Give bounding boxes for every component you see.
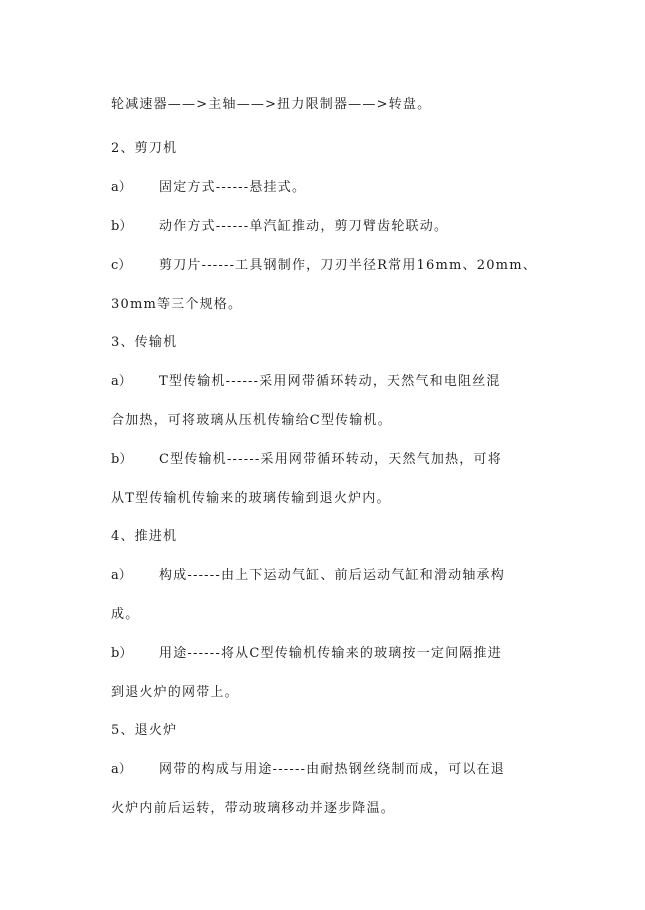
item-text: 动作方式------单汽缸推动，剪刀臂齿轮联动。	[159, 219, 449, 234]
text-line-continuation	[111, 296, 242, 314]
section-heading-5	[111, 722, 177, 740]
text-line-continuation	[111, 800, 395, 818]
list-item-b	[111, 218, 448, 236]
heading-text: 2、剪刀机	[111, 141, 178, 156]
line-text: 轮减速器——>主轴——>扭力限制器——>转盘。	[111, 97, 432, 112]
list-item-b	[111, 645, 502, 663]
list-item-c	[111, 257, 537, 275]
list-marker: b）	[111, 452, 133, 467]
text-line-continuation	[111, 490, 391, 508]
section-heading-3	[111, 334, 177, 352]
heading-text: 5、退火炉	[111, 723, 178, 738]
text-line-1	[111, 96, 431, 114]
section-heading-4	[111, 528, 177, 546]
list-item-a	[111, 179, 306, 197]
text-line-continuation	[111, 606, 139, 624]
item-text: T型传输机------采用网带循环转动，天然气和电阻丝混	[159, 374, 501, 389]
section-heading-2	[111, 140, 177, 158]
heading-text: 4、推进机	[111, 529, 178, 544]
text-line-continuation	[111, 412, 392, 430]
item-text: 网带的构成与用途------由耐热钢丝绕制而成，可以在退	[159, 762, 505, 777]
list-marker: c）	[111, 258, 132, 273]
item-text: 用途------将从C型传输机传输来的玻璃按一定间隔推进	[159, 646, 502, 661]
line-text: 火炉内前后运转，带动玻璃移动并逐步降温。	[111, 801, 396, 816]
heading-text: 3、传输机	[111, 335, 178, 350]
item-text: 固定方式------悬挂式。	[159, 180, 307, 195]
list-marker: a）	[111, 762, 132, 777]
list-marker: a）	[111, 374, 132, 389]
item-text: 剪刀片------工具钢制作，刀刃半径R常用16mm、20mm、	[159, 258, 537, 273]
line-text: 到退火炉的网带上。	[111, 685, 239, 700]
item-text: C型传输机------采用网带循环转动，天然气加热，可将	[159, 452, 502, 467]
list-item-a	[111, 373, 501, 391]
list-marker: b）	[111, 646, 133, 661]
list-item-b	[111, 451, 502, 469]
list-item-a	[111, 567, 505, 585]
list-marker: a）	[111, 568, 132, 583]
line-text: 从T型传输机传输来的玻璃传输到退火炉内。	[111, 491, 391, 506]
line-text: 合加热，可将玻璃从压机传输给C型传输机。	[111, 413, 392, 428]
list-marker: a）	[111, 180, 132, 195]
line-text: 30mm等三个规格。	[111, 297, 243, 312]
item-text: 构成------由上下运动气缸、前后运动气缸和滑动轴承构	[159, 568, 505, 583]
text-line-continuation	[111, 684, 239, 702]
line-text: 成。	[111, 607, 140, 622]
list-marker: b）	[111, 219, 133, 234]
list-item-a	[111, 761, 505, 779]
